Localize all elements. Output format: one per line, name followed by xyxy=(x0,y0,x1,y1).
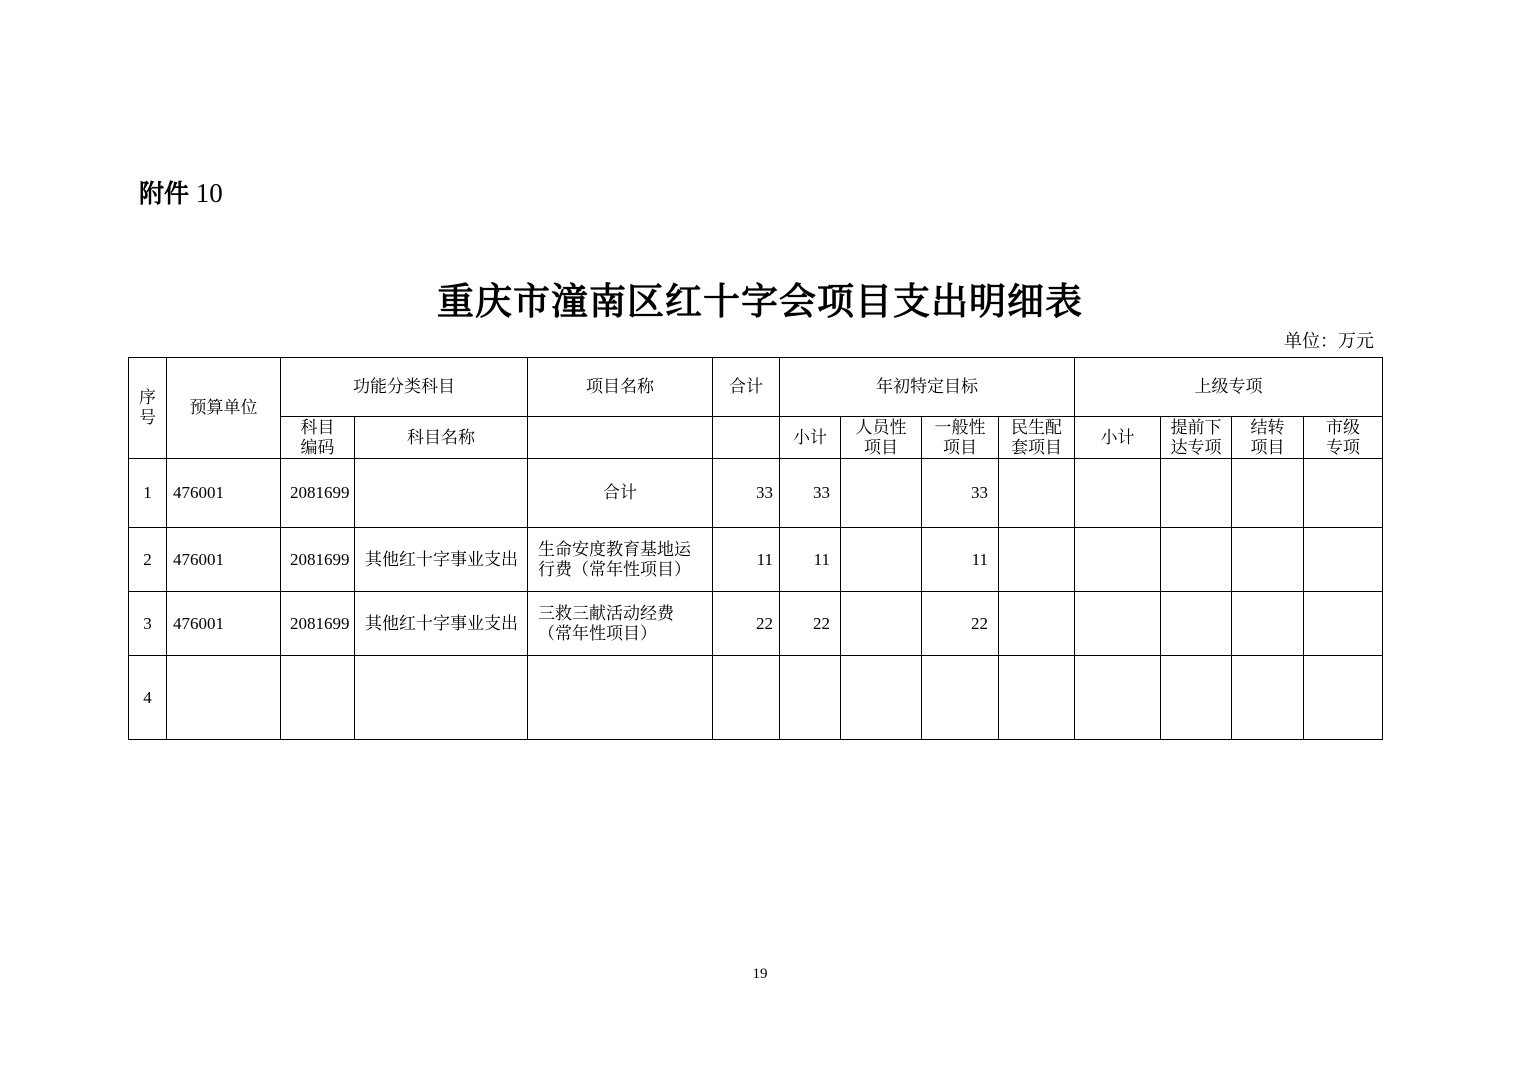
cell-personnel xyxy=(841,592,922,656)
cell-personnel xyxy=(841,528,922,592)
cell-city xyxy=(1304,459,1383,528)
header-project-name-blank xyxy=(528,417,713,459)
table-row xyxy=(129,592,1383,656)
attachment-number: 10 xyxy=(195,178,223,208)
cell-subtotal: 33 xyxy=(780,459,841,528)
page-title: 重庆市潼南区红十字会项目支出明细表 xyxy=(437,280,1083,323)
cell-subtotal: 11 xyxy=(780,528,841,592)
cell-subtotal: 22 xyxy=(780,592,841,656)
header-row-2 xyxy=(129,417,1383,459)
cell-sup-subtotal xyxy=(1075,528,1161,592)
cell-carryover xyxy=(1232,528,1304,592)
cell-sup-subtotal xyxy=(1075,656,1161,740)
cell-livelihood xyxy=(999,656,1075,740)
cell-livelihood xyxy=(999,592,1075,656)
cell-city xyxy=(1304,528,1383,592)
cell-advance xyxy=(1161,459,1232,528)
cell-subject xyxy=(355,459,528,528)
cell-unit: 476001 xyxy=(167,592,281,656)
page-number: 19 xyxy=(752,966,768,982)
cell-seq: 3 xyxy=(129,592,167,656)
header-subtotal: 小计 xyxy=(780,417,841,459)
cell-total: 22 xyxy=(713,592,780,656)
header-livelihood: 民生配套项目 xyxy=(999,417,1075,459)
cell-advance xyxy=(1161,528,1232,592)
header-seq: 序号 xyxy=(129,358,167,459)
table-row xyxy=(129,528,1383,592)
cell-carryover xyxy=(1232,592,1304,656)
cell-total: 33 xyxy=(713,459,780,528)
cell-subject xyxy=(355,656,528,740)
cell-total xyxy=(713,656,780,740)
header-subject-code: 科目编码 xyxy=(281,417,355,459)
cell-advance xyxy=(1161,592,1232,656)
cell-general: 33 xyxy=(922,459,999,528)
expense-table xyxy=(128,357,1383,740)
header-general: 一般性项目 xyxy=(922,417,999,459)
cell-code: 2081699 xyxy=(281,592,355,656)
cell-carryover xyxy=(1232,656,1304,740)
cell-subtotal xyxy=(780,656,841,740)
cell-subject: 其他红十字事业支出 xyxy=(355,528,528,592)
cell-personnel xyxy=(841,656,922,740)
header-subject-name: 科目名称 xyxy=(355,417,528,459)
header-total-blank xyxy=(713,417,780,459)
cell-general: 11 xyxy=(922,528,999,592)
header-personnel: 人员性项目 xyxy=(841,417,922,459)
cell-unit xyxy=(167,656,281,740)
header-sup-subtotal: 小计 xyxy=(1075,417,1161,459)
cell-city xyxy=(1304,592,1383,656)
cell-code xyxy=(281,656,355,740)
cell-carryover xyxy=(1232,459,1304,528)
cell-city xyxy=(1304,656,1383,740)
header-func-class: 功能分类科目 xyxy=(281,358,528,417)
cell-project: 生命安度教育基地运行费（常年性项目） xyxy=(528,528,713,592)
cell-livelihood xyxy=(999,528,1075,592)
cell-sup-subtotal xyxy=(1075,459,1161,528)
header-budget-unit: 预算单位 xyxy=(167,358,281,459)
cell-sup-subtotal xyxy=(1075,592,1161,656)
attachment-label xyxy=(139,174,223,213)
cell-unit: 476001 xyxy=(167,528,281,592)
header-row-1 xyxy=(129,358,1383,417)
cell-general: 22 xyxy=(922,592,999,656)
header-project-name: 项目名称 xyxy=(528,358,713,417)
header-carryover: 结转项目 xyxy=(1232,417,1304,459)
cell-total: 11 xyxy=(713,528,780,592)
header-initial-target: 年初特定目标 xyxy=(780,358,1075,417)
cell-code: 2081699 xyxy=(281,528,355,592)
header-total: 合计 xyxy=(713,358,780,417)
cell-seq: 2 xyxy=(129,528,167,592)
cell-unit: 476001 xyxy=(167,459,281,528)
cell-project xyxy=(528,656,713,740)
header-superior: 上级专项 xyxy=(1075,358,1383,417)
cell-project: 合计 xyxy=(528,459,713,528)
unit-label: 单位：万元 xyxy=(1284,331,1374,351)
header-city: 市级专项 xyxy=(1304,417,1383,459)
header-advance: 提前下达专项 xyxy=(1161,417,1232,459)
cell-code: 2081699 xyxy=(281,459,355,528)
cell-personnel xyxy=(841,459,922,528)
cell-subject: 其他红十字事业支出 xyxy=(355,592,528,656)
table-row xyxy=(129,459,1383,528)
cell-livelihood xyxy=(999,459,1075,528)
cell-project: 三救三献活动经费（常年性项目） xyxy=(528,592,713,656)
cell-advance xyxy=(1161,656,1232,740)
cell-seq: 4 xyxy=(129,656,167,740)
cell-seq: 1 xyxy=(129,459,167,528)
cell-general xyxy=(922,656,999,740)
table-row xyxy=(129,656,1383,740)
attachment-prefix: 附件 xyxy=(139,179,190,208)
